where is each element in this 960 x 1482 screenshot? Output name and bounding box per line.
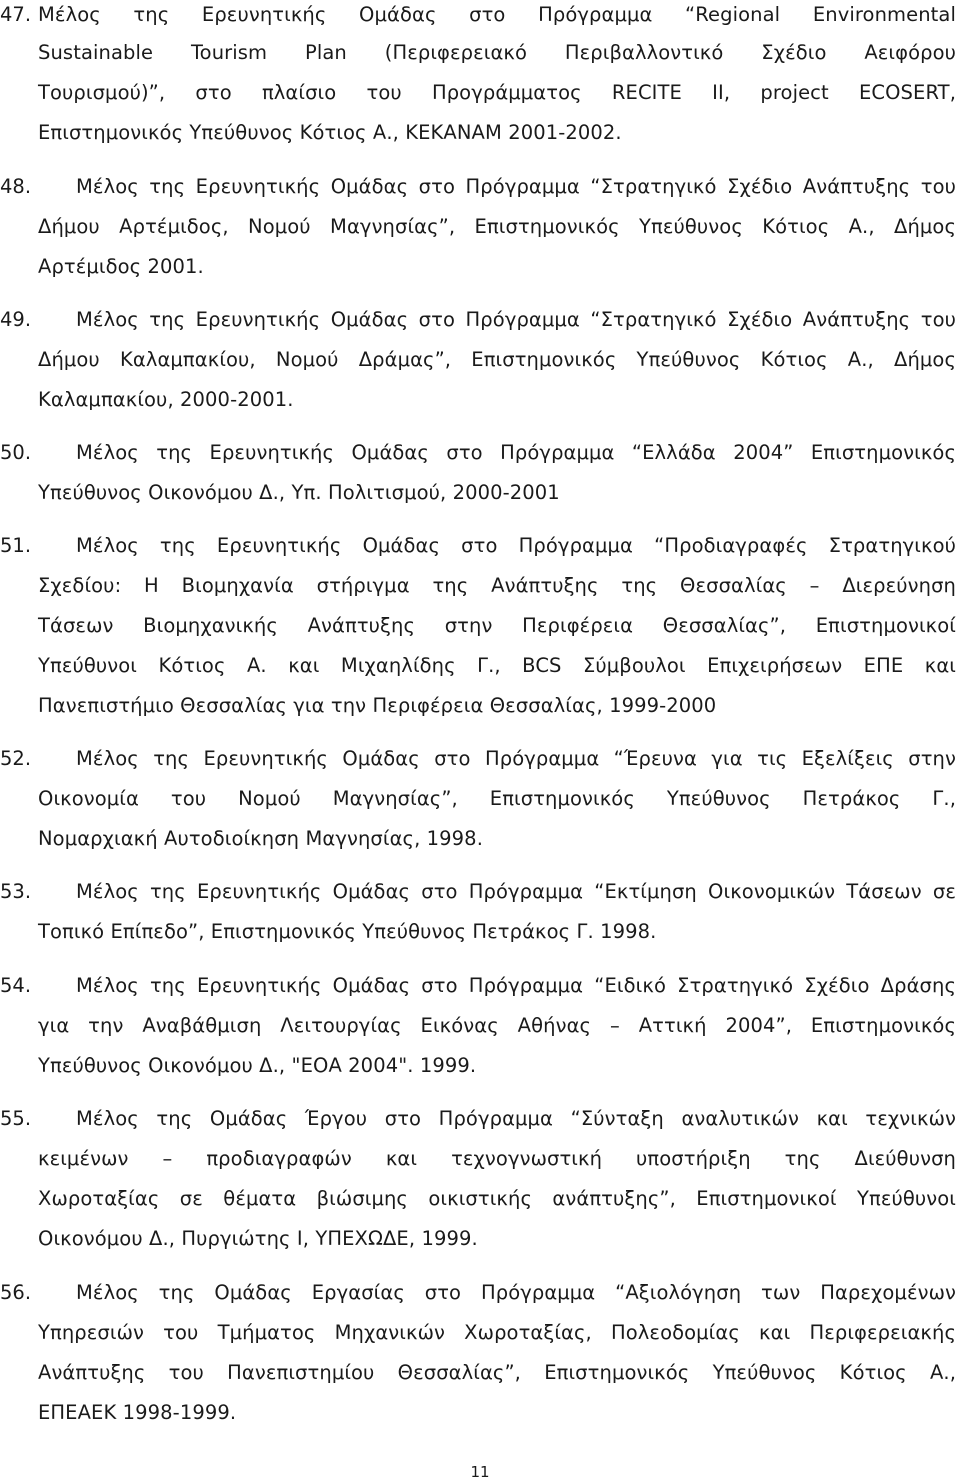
item-text-line: Επιστημονικός Υπεύθυνος Κότιος Α., ΚΕΚΑΝΑΜ 2001-2002. xyxy=(38,121,622,144)
item-text-line: Υπηρεσιών του Τμήματος Μηχανικών Χωροταξίας, Πολεοδομίας και Περιφερειακής xyxy=(38,1321,956,1344)
item-text-line: Μέλος της Ερευνητικής Ομάδας στο Πρόγραμμα “Έρευνα για τις Εξελίξεις στην xyxy=(76,747,956,770)
item-text-line: Δήμου Καλαμπακίου, Νομού Δράμας”, Επιστημονικός Υπεύθυνος Κότιος Α., Δήμος xyxy=(38,348,956,371)
item-number: 47. xyxy=(0,3,32,26)
item-number: 48. xyxy=(0,175,32,198)
item-text-line: Μέλος της Ερευνητικής Ομάδας στο Πρόγραμμα “Ελλάδα 2004” Επιστημονικός xyxy=(76,441,956,464)
item-text-line: Ανάπτυξης του Πανεπιστημίου Θεσσαλίας”, Επιστημονικός Υπεύθυνος Κότιος Α., xyxy=(38,1361,956,1384)
item-text-line: Υπεύθυνος Οικονόμου Δ., Υπ. Πολιτισμού, 2000-2001 xyxy=(38,481,560,504)
item-number: 56. xyxy=(0,1281,32,1304)
item-text-line: Μέλος της Ερευνητικής Ομάδας στο Πρόγραμμα “Στρατηγικό Σχέδιο Ανάπτυξης του xyxy=(76,308,956,331)
item-text-line: Πανεπιστήμιο Θεσσαλίας για την Περιφέρεια Θεσσαλίας, 1999-2000 xyxy=(38,694,717,717)
item-number: 49. xyxy=(0,308,32,331)
item-text-line: Δήμου Αρτέμιδος, Νομού Μαγνησίας”, Επιστημονικός Υπεύθυνος Κότιος Α., Δήμος xyxy=(38,215,956,238)
item-text-line: Μέλος της Ερευνητικής Ομάδας στο Πρόγραμμα “Προδιαγραφές Στρατηγικού xyxy=(76,534,956,557)
item-text-line: Sustainable Tourism Plan (Περιφερειακό Περιβαλλοντικό Σχέδιο Αειφόρου xyxy=(38,41,956,64)
page-number: 11 xyxy=(470,1463,490,1481)
item-text-line: Σχεδίου: Η Βιομηχανία στήριγμα της Ανάπτυξης της Θεσσαλίας – Διερεύνηση xyxy=(38,574,956,597)
item-text-line: Χωροταξίας σε θέματα βιώσιμης οικιστικής ανάπτυξης”, Επιστημονικοί Υπεύθυνοι xyxy=(38,1187,956,1210)
item-text-line: Νομαρχιακή Αυτοδιοίκηση Μαγνησίας, 1998. xyxy=(38,827,483,850)
item-text-line: Μέλος της Ερευνητικής Ομάδας στο Πρόγραμμα “Ειδικό Στρατηγικό Σχέδιο Δράσης xyxy=(76,974,956,997)
item-number: 53. xyxy=(0,880,32,903)
item-text-line: Μέλος της Ερευνητικής Ομάδας στο Πρόγραμμα “Εκτίμηση Οικονομικών Τάσεων σε xyxy=(76,880,956,903)
item-text-line: Μέλος της Ερευνητικής Ομάδας στο Πρόγραμμα “Regional Environmental xyxy=(38,3,956,26)
item-number: 55. xyxy=(0,1107,32,1130)
item-text-line: ΕΠΕΑΕΚ 1998-1999. xyxy=(38,1401,237,1424)
item-number: 54. xyxy=(0,974,32,997)
item-text-line: Τοπικό Επίπεδο”, Επιστημονικός Υπεύθυνος Πετράκος Γ. 1998. xyxy=(38,920,657,943)
item-text-line: Τουρισμού)”, στο πλαίσιο του Προγράμματος RECITE II, project ECOSERT, xyxy=(38,81,956,104)
item-text-line: Μέλος της Ομάδας Εργασίας στο Πρόγραμμα “Αξιολόγηση των Παρεχομένων xyxy=(76,1281,956,1304)
item-text-line: Μέλος της Ερευνητικής Ομάδας στο Πρόγραμμα “Στρατηγικό Σχέδιο Ανάπτυξης του xyxy=(76,175,956,198)
item-number: 50. xyxy=(0,441,32,464)
item-text-line: Μέλος της Ομάδας Έργου στο Πρόγραμμα “Σύνταξη αναλυτικών και τεχνικών xyxy=(76,1107,956,1130)
item-text-line: Υπεύθυνοι Κότιος Α. και Μιχαηλίδης Γ., BCS Σύμβουλοι Επιχειρήσεων ΕΠΕ και xyxy=(38,654,956,677)
item-number: 51. xyxy=(0,534,32,557)
item-text-line: Τάσεων Βιομηχανικής Ανάπτυξης στην Περιφέρεια Θεσσαλίας”, Επιστημονικοί xyxy=(38,614,956,637)
item-text-line: κειμένων – προδιαγραφών και τεχνογνωστική υποστήριξη της Διεύθυνση xyxy=(38,1147,956,1170)
item-number: 52. xyxy=(0,747,32,770)
item-text-line: Οικονόμου Δ., Πυργιώτης Ι, ΥΠΕΧΩΔΕ, 1999. xyxy=(38,1227,478,1250)
item-text-line: Υπεύθυνος Οικονόμου Δ., "ΕΟΑ 2004". 1999. xyxy=(38,1054,477,1077)
item-text-line: Οικονομία του Νομού Μαγνησίας”, Επιστημονικός Υπεύθυνος Πετράκος Γ., xyxy=(38,787,956,810)
item-text-line: για την Αναβάθμιση Λειτουργίας Εικόνας Αθήνας – Αττική 2004”, Επιστημονικός xyxy=(38,1014,956,1037)
item-text-line: Αρτέμιδος 2001. xyxy=(38,255,204,278)
item-text-line: Καλαμπακίου, 2000-2001. xyxy=(38,388,294,411)
